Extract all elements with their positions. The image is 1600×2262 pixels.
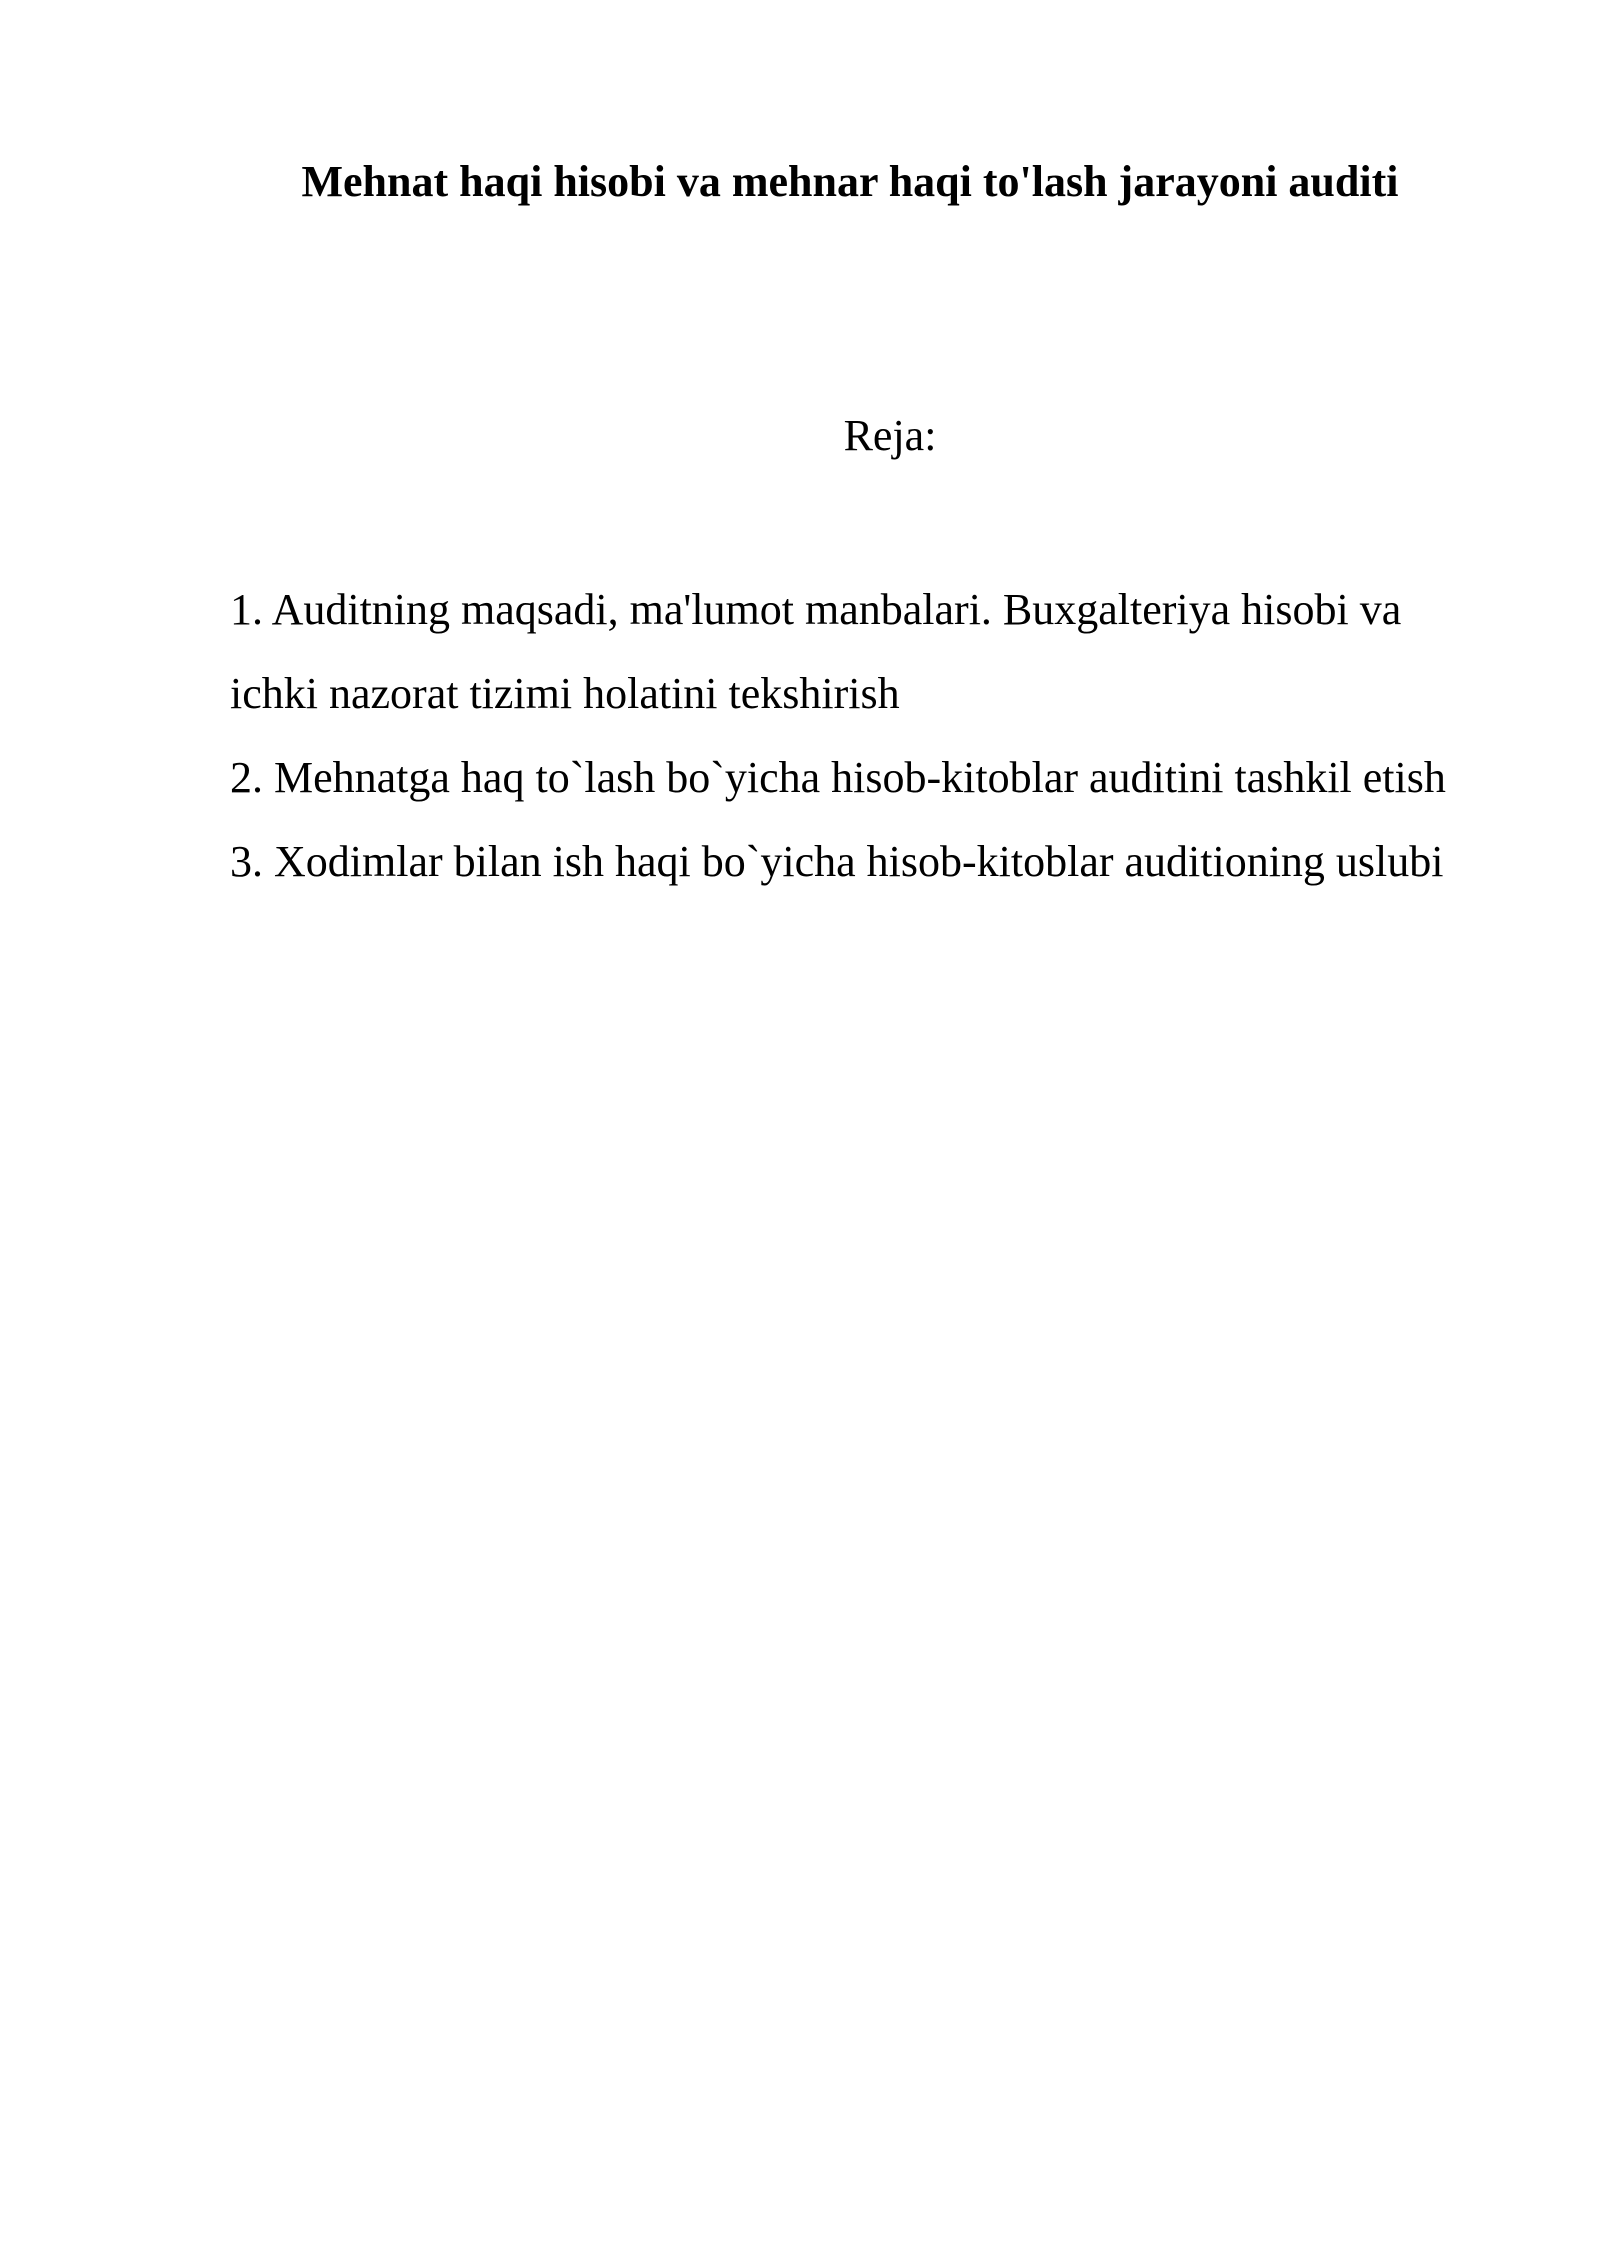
plan-list: [230, 568, 1480, 904]
plan-item-3: 3. Xodimlar bilan ish haqi bo`yicha hisob-kitoblar auditioning uslubi: [230, 837, 1444, 886]
document-title: Mehnat haqi hisobi va mehnar haqi to'lash jarayoni auditi: [301, 157, 1399, 206]
plan-item-1: 1. Auditning maqsadi, ma'lumot manbalari. Buxgalteriya hisobi va ichki nazorat tizimi holatini tekshirish: [230, 585, 1402, 718]
plan-item-2: 2. Mehnatga haq to`lash bo`yicha hisob-kitoblar auditini tashkil etish: [230, 753, 1446, 802]
plan-heading: Reja:: [843, 411, 937, 460]
